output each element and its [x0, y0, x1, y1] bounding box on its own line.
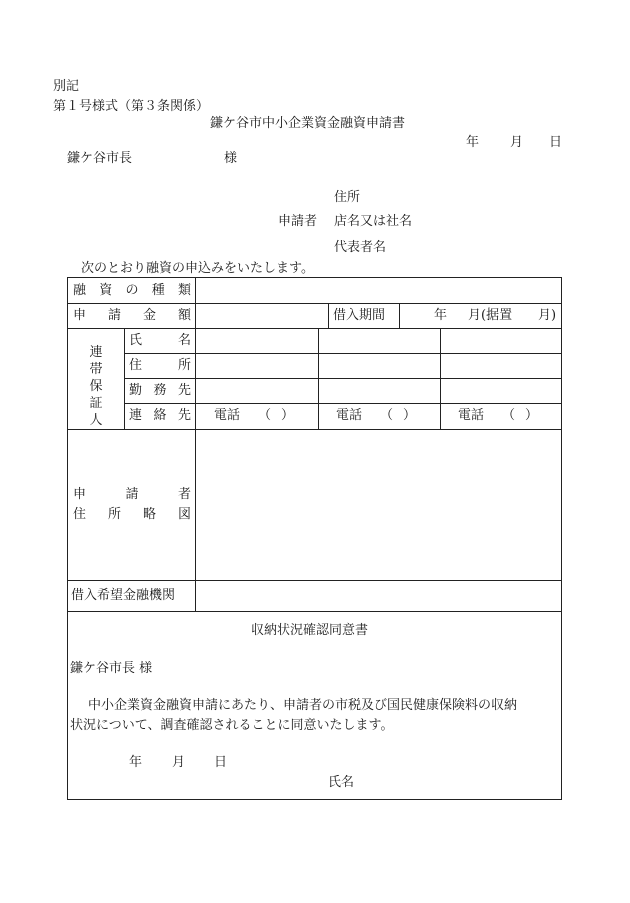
date-day-label: 日 — [549, 135, 563, 150]
consent-date-day: 日 — [214, 755, 228, 770]
loan-period-month-end: 月) — [538, 308, 557, 323]
date-year-label: 年 — [466, 135, 480, 150]
consent-body-line2: 状況について、調査確認されることに同意いたします。 — [70, 718, 394, 733]
loan-period-month: 月(据置 — [468, 308, 513, 323]
guarantor1-phone: 電話 （ ） — [214, 408, 295, 423]
guarantor-label: 連 帯 保 証 人 — [89, 345, 103, 428]
application-form-table — [67, 277, 562, 800]
applicant-shop-label: 店名又は社名 — [334, 214, 413, 229]
consent-body-line1: 中小企業資金融資申請にあたり、申請者の市税及び国民健康保険料の収納 — [88, 698, 518, 713]
guarantor-contact-label: 連 絡 先 — [129, 408, 191, 423]
intro-text: 次のとおり融資の申込みをいたします。 — [81, 261, 314, 276]
consent-date-month: 月 — [172, 755, 186, 770]
form-number: 第１号様式（第３条関係） — [53, 99, 210, 114]
date-month-label: 月 — [510, 135, 524, 150]
consent-date-year: 年 — [129, 755, 143, 770]
addressee: 鎌ケ谷市長 — [67, 151, 133, 166]
map-area[interactable] — [196, 430, 560, 579]
bank-field[interactable] — [196, 581, 560, 610]
applicant-address-label: 住所 — [334, 190, 361, 205]
guarantor-address-label: 住 所 — [129, 358, 191, 373]
loan-type-label: 融 資 の 種 類 — [73, 283, 191, 298]
applicant-label: 申請者 — [278, 214, 318, 229]
loan-type-field[interactable] — [196, 279, 560, 303]
loan-period-year: 年 — [434, 308, 448, 323]
map-label-line2: 住 所 略 図 — [73, 507, 191, 522]
consent-addressee: 鎌ケ谷市長 様 — [70, 661, 153, 676]
loan-period-label: 借入期間 — [333, 308, 386, 323]
consent-name-label: 氏名 — [328, 775, 355, 790]
apply-amount-label: 申 請 金 額 — [73, 308, 191, 323]
bank-label: 借入希望金融機関 — [71, 588, 176, 603]
guarantor2-phone: 電話 （ ） — [336, 408, 417, 423]
guarantor3-phone: 電話 （ ） — [458, 408, 539, 423]
guarantor-workplace-label: 勤 務 先 — [129, 383, 191, 398]
form-title: 鎌ケ谷市中小企業資金融資申請書 — [210, 116, 406, 131]
annex-label: 別記 — [53, 79, 80, 94]
addressee-honorific: 様 — [224, 151, 238, 166]
applicant-representative-label: 代表者名 — [334, 240, 387, 255]
consent-title: 収納状況確認同意書 — [251, 623, 369, 638]
guarantor-name-label: 氏 名 — [129, 333, 191, 348]
map-label-line1: 申 請 者 — [73, 487, 191, 502]
apply-amount-field[interactable] — [196, 304, 327, 328]
